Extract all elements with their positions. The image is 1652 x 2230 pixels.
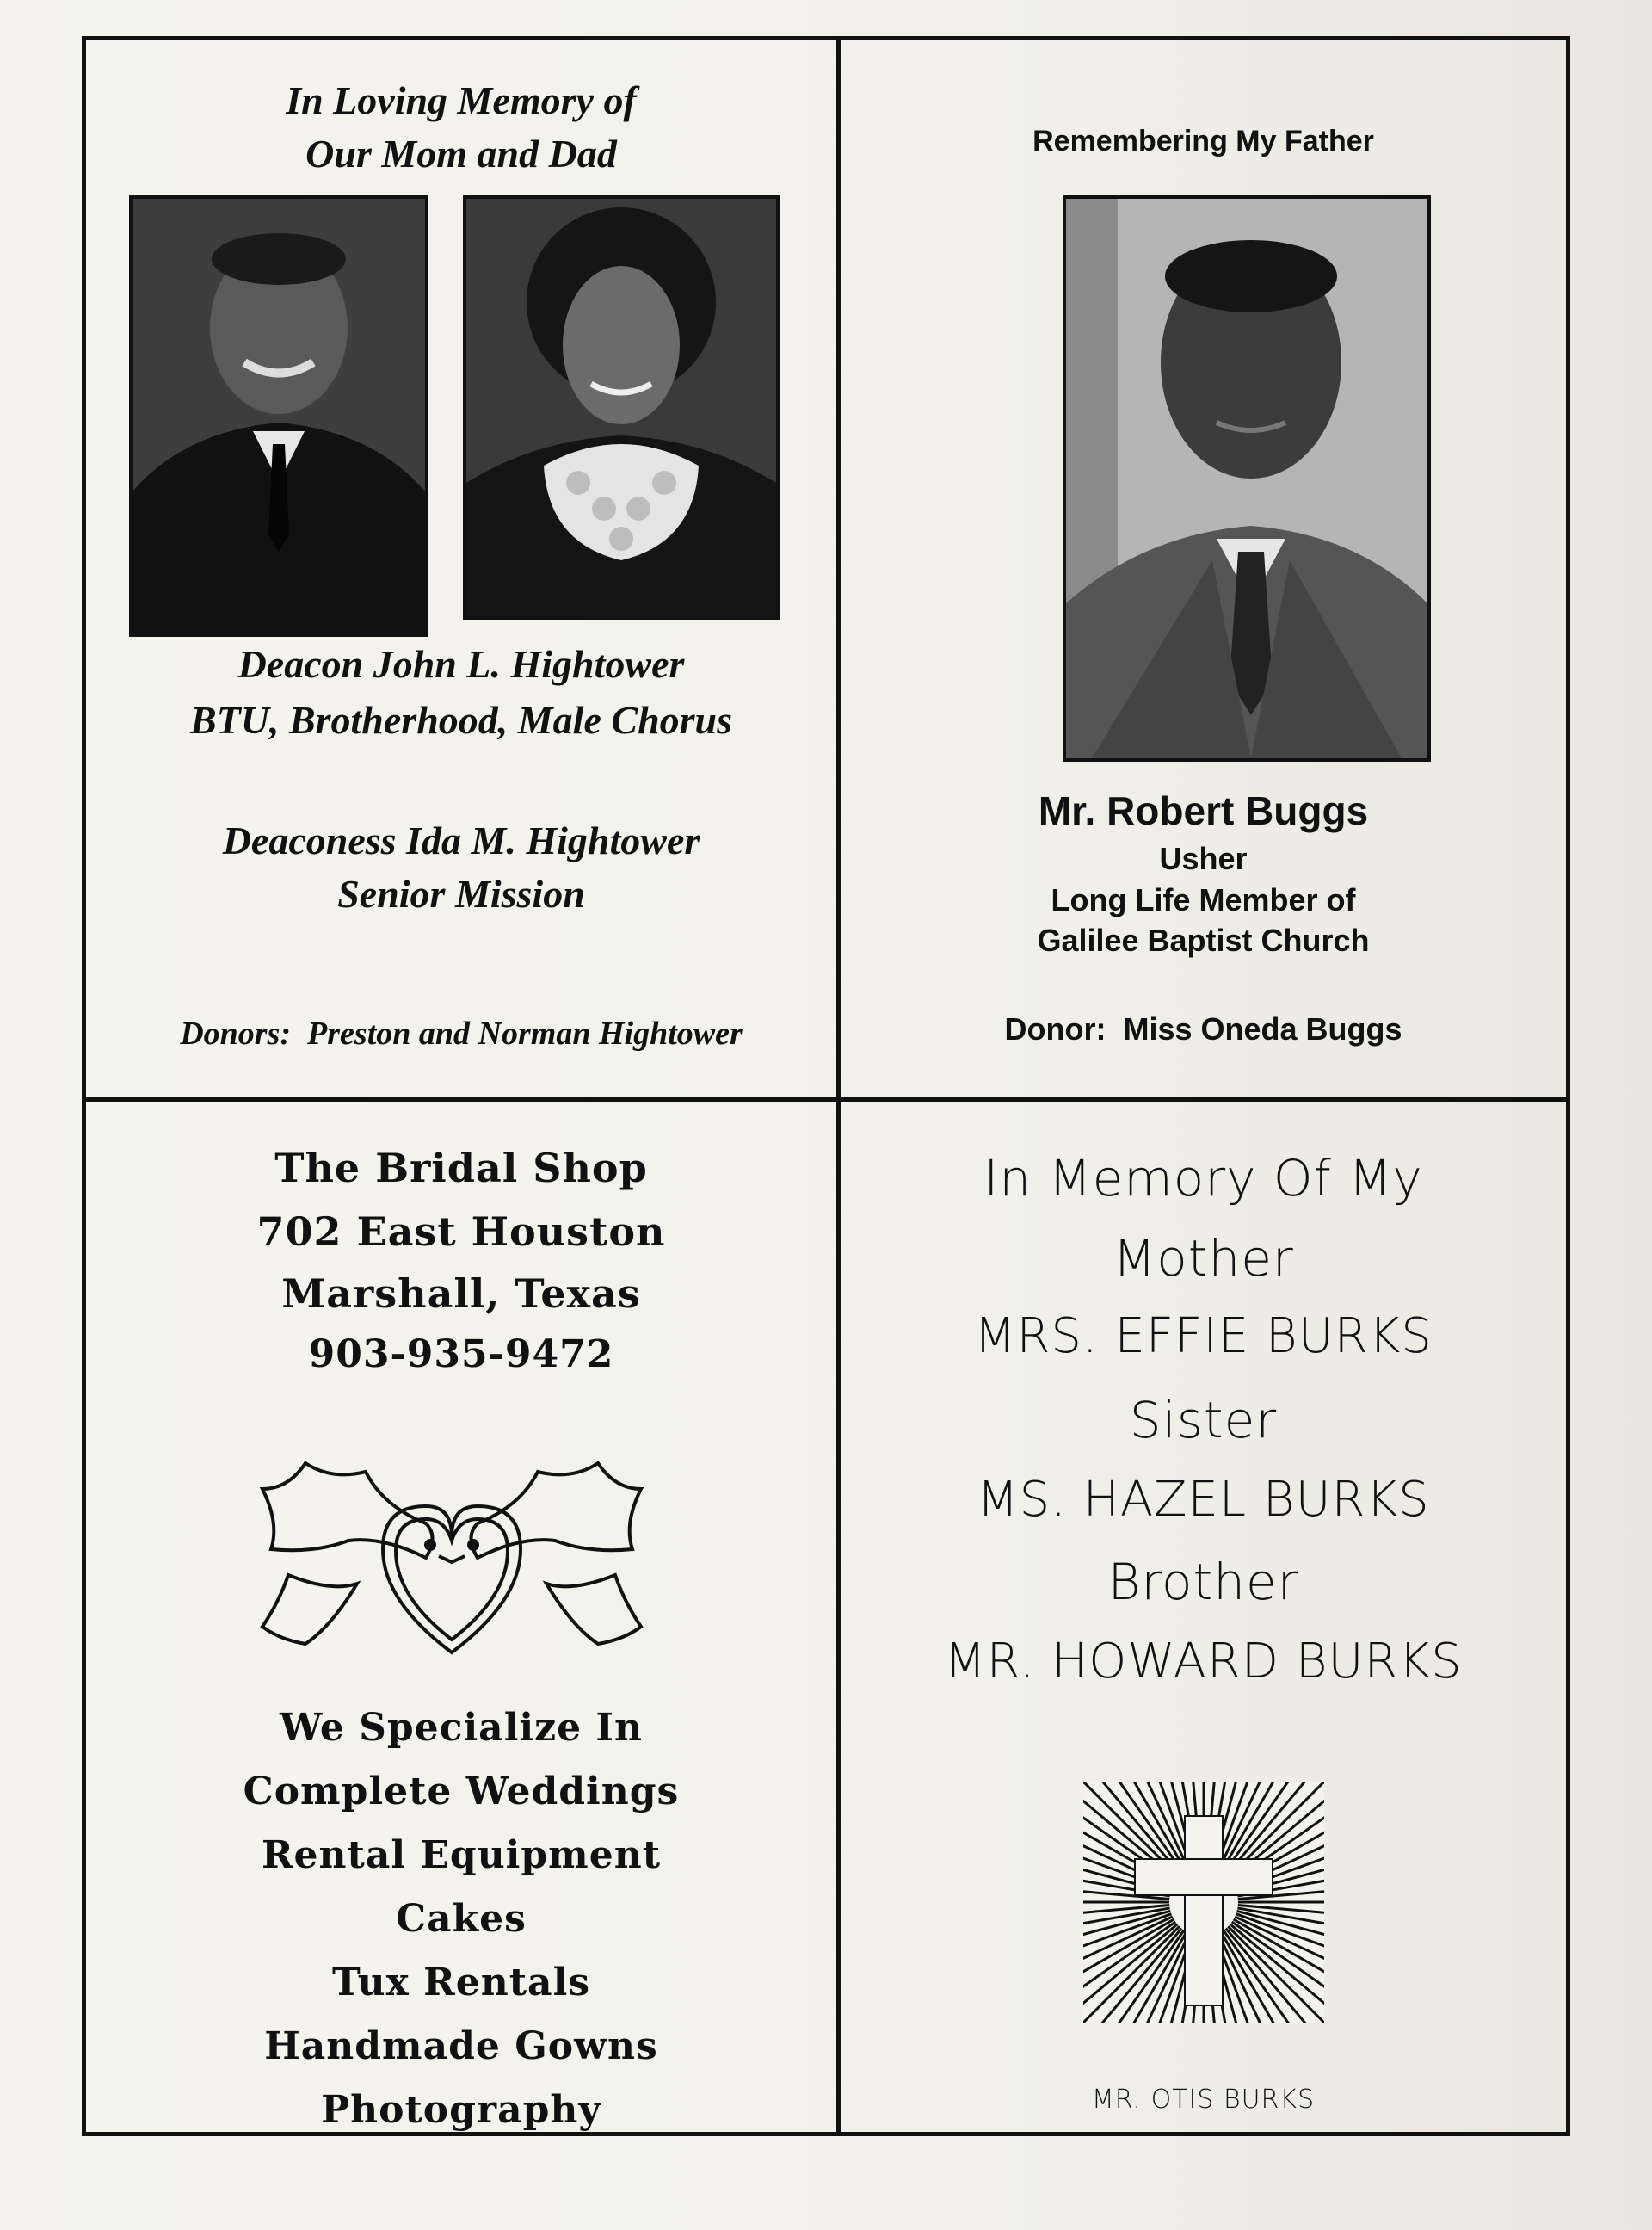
shop-name: The Bridal Shop xyxy=(274,1145,648,1191)
burks-line-5: MS. HAZEL BURKS xyxy=(977,1472,1430,1528)
buggs-donor-line xyxy=(841,1011,1566,1047)
donors-names: Preston and Norman Hightower xyxy=(307,1016,743,1052)
burks-signature: MR. OTIS BURKS xyxy=(1091,2085,1316,2115)
deacon-roles: BTU, Brotherhood, Male Chorus xyxy=(189,698,733,742)
service-7: Photography xyxy=(321,2088,601,2132)
doves-heart-icon xyxy=(254,1455,650,1661)
shop-phone: 903-935-9472 xyxy=(308,1332,614,1376)
service-1: We Specialize In xyxy=(280,1706,643,1750)
deaconess-role: Senior Mission xyxy=(337,872,585,916)
remembering-heading: Remembering My Father xyxy=(1032,125,1374,158)
donors-line xyxy=(86,1015,836,1053)
burks-line-7: MR. HOWARD BURKS xyxy=(944,1634,1463,1689)
deacon-photo xyxy=(129,195,428,637)
service-2: Complete Weddings xyxy=(243,1770,680,1813)
buggs-memorial-panel xyxy=(841,40,1566,1097)
bridal-shop-ad xyxy=(86,1102,836,2132)
robert-buggs-photo xyxy=(1063,195,1431,762)
memorial-heading-line2: Our Mom and Dad xyxy=(305,132,617,176)
shop-city: Marshall, Texas xyxy=(281,1270,641,1317)
service-5: Tux Rentals xyxy=(331,1961,591,2005)
burks-line-1: In Memory Of My xyxy=(983,1149,1423,1208)
buggs-donor-name: Miss Oneda Buggs xyxy=(1123,1011,1402,1047)
buggs-name: Mr. Robert Buggs xyxy=(1038,788,1369,833)
cross-icon xyxy=(1083,1782,1324,2023)
service-6: Handmade Gowns xyxy=(264,2024,658,2068)
service-3: Rental Equipment xyxy=(261,1833,662,1877)
burks-memorial-panel xyxy=(841,1102,1566,2132)
deaconess-name: Deaconess Ida M. Hightower xyxy=(222,818,700,862)
buggs-line1: Usher xyxy=(1159,841,1248,876)
service-4: Cakes xyxy=(396,1897,527,1941)
shop-address: 702 East Houston xyxy=(256,1208,666,1255)
buggs-line3: Galilee Baptist Church xyxy=(1037,923,1370,958)
burks-line-6: Brother xyxy=(1107,1553,1299,1611)
buggs-line2: Long Life Member of xyxy=(1051,882,1356,917)
burks-line-3: MRS. EFFIE BURKS xyxy=(974,1308,1433,1364)
memorial-heading-line1: In Loving Memory of xyxy=(286,78,637,122)
hightower-memorial-panel xyxy=(86,40,836,1097)
ad-grid xyxy=(82,36,1570,2136)
deaconess-photo xyxy=(463,195,780,620)
burks-line-4: Sister xyxy=(1129,1391,1278,1449)
donors-label: Donors: xyxy=(180,1016,292,1052)
deacon-name: Deacon John L. Hightower xyxy=(237,642,685,686)
buggs-donor-label: Donor: xyxy=(1004,1011,1106,1047)
burks-line-2: Mother xyxy=(1113,1229,1294,1288)
